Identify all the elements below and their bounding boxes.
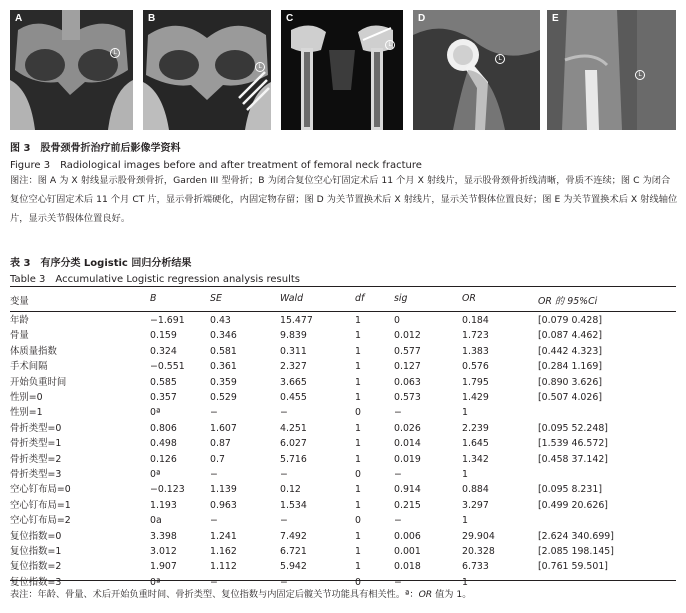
table-cell: − <box>280 469 288 480</box>
ct-coronal-image <box>281 10 403 130</box>
table-cell: [0.458 37.142] <box>538 453 608 465</box>
table-header-rule <box>10 311 676 312</box>
row-variable-label: 性别=1 <box>10 407 43 419</box>
panel-label: B <box>148 13 156 24</box>
table-cell: 0.573 <box>394 392 421 403</box>
table-cell: − <box>280 515 288 527</box>
table-cell: 0 <box>355 576 361 588</box>
table-cell: [1.539 46.572] <box>538 438 608 450</box>
xray-panel-e <box>547 10 676 130</box>
table-cell: [0.079 0.428] <box>538 315 602 326</box>
row-variable-label: 骨折类型=1 <box>10 438 62 450</box>
row-variable-label: 开始负重时间 <box>10 376 67 388</box>
table-cell: 1 <box>355 330 361 342</box>
table-bottom-rule <box>10 580 676 581</box>
table-cell: 0.012 <box>394 330 421 342</box>
hip-arthroplasty-xray-image <box>413 10 540 130</box>
row-variable-label: 复位指数=3 <box>10 576 62 588</box>
table-cell: − <box>280 576 288 588</box>
table-cell: 1 <box>355 345 361 357</box>
table-cell: 0a <box>150 515 162 527</box>
table-note-or: OR <box>418 589 433 600</box>
row-variable-label: 骨量 <box>10 330 29 342</box>
table-cell: 5.716 <box>280 453 307 465</box>
table-cell: 1 <box>355 438 361 450</box>
table-cell: 0.018 <box>394 561 421 573</box>
table-cell: 0.019 <box>394 453 421 465</box>
table-cell: −0.551 <box>150 361 185 373</box>
pelvis-screws-xray-image <box>143 10 271 130</box>
table-cell: 1 <box>355 484 361 496</box>
table-cell: 1.795 <box>462 376 489 388</box>
table-cell: 3.012 <box>150 546 177 557</box>
table-cell: 0ª <box>150 469 161 480</box>
table-cell: [2.624 340.699] <box>538 530 614 542</box>
column-header: 变量 <box>10 296 29 307</box>
table-cell: 6.027 <box>280 438 307 450</box>
table-cell: 1.139 <box>210 484 237 496</box>
table-cell: 1.607 <box>210 422 237 434</box>
table-cell: 1.534 <box>280 499 307 511</box>
table-cell: 0.884 <box>462 484 489 496</box>
table-cell: 0.7 <box>210 453 225 465</box>
table-cell: − <box>394 469 402 480</box>
table-note-prefix: 表注：年龄、骨量、术后开始负重时间、骨折类型、复位指数与内固定后髋关节功能具有相关性。ª： <box>10 589 419 600</box>
table-cell: 0ª <box>150 407 161 419</box>
ct-panel-c <box>281 10 403 130</box>
xray-panel-a <box>10 10 133 130</box>
table-cell: 0.576 <box>462 361 489 373</box>
xray-panel-b <box>143 10 271 130</box>
table-cell: 0.963 <box>210 499 237 511</box>
table-cell: 1 <box>355 499 361 511</box>
table-cell: − <box>394 515 402 527</box>
table-cell: − <box>210 576 218 588</box>
table-note <box>10 586 471 600</box>
column-header: Wald <box>280 293 304 304</box>
row-variable-label: 空心钉布局=1 <box>10 499 71 511</box>
panel-label: C <box>286 13 294 24</box>
table-cell: [0.507 4.026] <box>538 392 602 403</box>
row-variable-label: 手术间隔 <box>10 361 48 373</box>
table-cell: 2.239 <box>462 422 489 434</box>
table-cell: 0.014 <box>394 438 421 450</box>
panel-label: D <box>418 13 426 24</box>
table-cell: 0 <box>355 515 361 527</box>
table-cell: 15.477 <box>280 315 313 326</box>
table-cell: 0.127 <box>394 361 421 373</box>
table-cell: 0 <box>394 315 400 326</box>
table-cell: 7.492 <box>280 530 307 542</box>
table-cell: 1.383 <box>462 345 489 357</box>
table-cell: 0.126 <box>150 453 177 465</box>
table-cell: 6.733 <box>462 561 489 573</box>
table-cell: 3.398 <box>150 530 177 542</box>
table-cell: [0.087 4.462] <box>538 330 602 342</box>
table-cell: 1 <box>355 392 361 403</box>
table-cell: 0.357 <box>150 392 177 403</box>
table-cell: 1 <box>355 315 361 326</box>
side-marker-icon: L <box>635 70 645 80</box>
table-cell: 0.159 <box>150 330 177 342</box>
table-cell: [0.442 4.323] <box>538 345 602 357</box>
table-cell: −1.691 <box>150 315 185 326</box>
column-header: SE <box>210 293 222 304</box>
table-cell: − <box>394 407 402 419</box>
panel-label: E <box>552 13 559 24</box>
table-top-rule <box>10 286 676 287</box>
row-variable-label: 骨折类型=0 <box>10 422 62 434</box>
table-cell: 0.006 <box>394 530 421 542</box>
axial-xray-image <box>547 10 676 130</box>
column-header: OR <box>462 293 476 304</box>
table-cell: 1 <box>355 546 361 557</box>
table-cell: 0.87 <box>210 438 231 450</box>
table-cell: 0.359 <box>210 376 237 388</box>
row-variable-label: 骨折类型=2 <box>10 453 62 465</box>
table-cell: 1 <box>355 453 361 465</box>
column-header: OR 的 95%Ci <box>538 296 598 307</box>
table-cell: 1 <box>355 561 361 573</box>
table-cell: 0.806 <box>150 422 177 434</box>
table-cell: 1 <box>355 361 361 373</box>
table-cell: 9.839 <box>280 330 307 342</box>
row-variable-label: 体质量指数 <box>10 345 57 357</box>
table-cell: 1.907 <box>150 561 177 573</box>
table-cell: 29.904 <box>462 530 495 542</box>
table-cell: 0.026 <box>394 422 421 434</box>
table-cell: 0.346 <box>210 330 237 342</box>
table-cell: − <box>394 576 402 588</box>
table-cell: 1 <box>462 407 468 419</box>
row-variable-label: 空心钉布局=2 <box>10 515 71 527</box>
table-cell: [0.890 3.626] <box>538 376 602 388</box>
side-marker-icon: L <box>385 40 395 50</box>
table-cell: 0.12 <box>280 484 301 496</box>
figure-title-cn: 图 3 股骨颈骨折治疗前后影像学资料 <box>10 143 181 154</box>
panel-label: A <box>15 13 23 24</box>
table-cell: − <box>210 469 218 480</box>
table-cell: −0.123 <box>150 484 185 496</box>
figure-note: 图注：图 A 为 X 射线显示股骨颈骨折，Garden III 型骨折；B 为闭合复位空心钉固定术后 11 个月 X 射线片，显示股骨颈骨折线清晰，骨质不连续；图 C 为闭合复位空心钉固定术后 11 个月 CT 片，显示骨折端硬化，内固定物存留；图 D 为关节置换术后 X 射线片，显示关节假体位置良好；图 E 为关节置换术后 X 射线轴位片，显示关节假体位置良好。 <box>10 175 678 224</box>
table-cell: 2.327 <box>280 361 307 373</box>
table-cell: 1 <box>462 469 468 480</box>
table-cell: 1 <box>355 530 361 542</box>
table-cell: 1 <box>462 576 468 588</box>
table-cell: 0.063 <box>394 376 421 388</box>
table-cell: 0.361 <box>210 361 237 373</box>
table-cell: 0.311 <box>280 345 307 357</box>
table-cell: 0.581 <box>210 345 237 357</box>
table-cell: 0.577 <box>394 345 421 357</box>
column-header: sig <box>394 293 408 304</box>
table-cell: − <box>210 515 218 527</box>
row-variable-label: 骨折类型=3 <box>10 469 62 480</box>
table-cell: 1.429 <box>462 392 489 403</box>
side-marker-icon: L <box>110 48 120 58</box>
table-cell: 1.645 <box>462 438 489 450</box>
side-marker-icon: L <box>495 54 505 64</box>
table-cell: [0.284 1.169] <box>538 361 602 373</box>
table-cell: [0.761 59.501] <box>538 561 608 573</box>
table-cell: − <box>280 407 288 419</box>
table-cell: [2.085 198.145] <box>538 546 614 557</box>
table-cell: 6.721 <box>280 546 307 557</box>
row-variable-label: 复位指数=2 <box>10 561 62 573</box>
table-cell: 0.585 <box>150 376 177 388</box>
row-variable-label: 空心钉布局=0 <box>10 484 71 496</box>
table-title-cn: 表 3 有序分类 Logistic 回归分析结果 <box>10 258 192 269</box>
table-cell: 1 <box>355 422 361 434</box>
table-cell: 1.162 <box>210 546 237 557</box>
table-cell: 1.241 <box>210 530 237 542</box>
table-cell: 4.251 <box>280 422 307 434</box>
table-cell: 3.297 <box>462 499 489 511</box>
table-cell: 0.184 <box>462 315 489 326</box>
table-cell: 20.328 <box>462 546 495 557</box>
table-cell: 0.324 <box>150 345 177 357</box>
table-cell: 0.215 <box>394 499 421 511</box>
table-cell: 1.112 <box>210 561 237 573</box>
table-cell: 0.455 <box>280 392 307 403</box>
table-cell: 0.914 <box>394 484 421 496</box>
table-cell: − <box>210 407 218 419</box>
table-cell: [0.095 8.231] <box>538 484 602 496</box>
table-cell: 1.723 <box>462 330 489 342</box>
column-header: B <box>150 293 157 304</box>
row-variable-label: 复位指数=1 <box>10 546 62 557</box>
table-cell: [0.095 52.248] <box>538 422 608 434</box>
table-cell: 0 <box>355 469 361 480</box>
table-note-suffix: 值为 1。 <box>432 589 472 600</box>
table-cell: 0.43 <box>210 315 231 326</box>
table-cell: [0.499 20.626] <box>538 499 608 511</box>
side-marker-icon: L <box>255 62 265 72</box>
row-variable-label: 年龄 <box>10 315 29 326</box>
figure-title-en: Figure 3 Radiological images before and after treatment of femoral neck fracture <box>10 160 422 171</box>
table-cell: 1.193 <box>150 499 177 511</box>
table-cell: 0.498 <box>150 438 177 450</box>
xray-panel-d <box>413 10 540 130</box>
table-cell: 0.001 <box>394 546 421 557</box>
row-variable-label: 复位指数=0 <box>10 530 62 542</box>
table-cell: 1 <box>462 515 468 527</box>
table-cell: 0ª <box>150 576 161 588</box>
table-cell: 0 <box>355 407 361 419</box>
table-cell: 1 <box>355 376 361 388</box>
table-cell: 3.665 <box>280 376 307 388</box>
table-cell: 0.529 <box>210 392 237 403</box>
table-title-en: Table 3 Accumulative Logistic regression analysis results <box>10 274 300 285</box>
row-variable-label: 性别=0 <box>10 392 43 403</box>
table-cell: 1.342 <box>462 453 489 465</box>
table-cell: 5.942 <box>280 561 307 573</box>
pelvis-xray-image <box>10 10 133 130</box>
column-header: df <box>355 293 365 304</box>
